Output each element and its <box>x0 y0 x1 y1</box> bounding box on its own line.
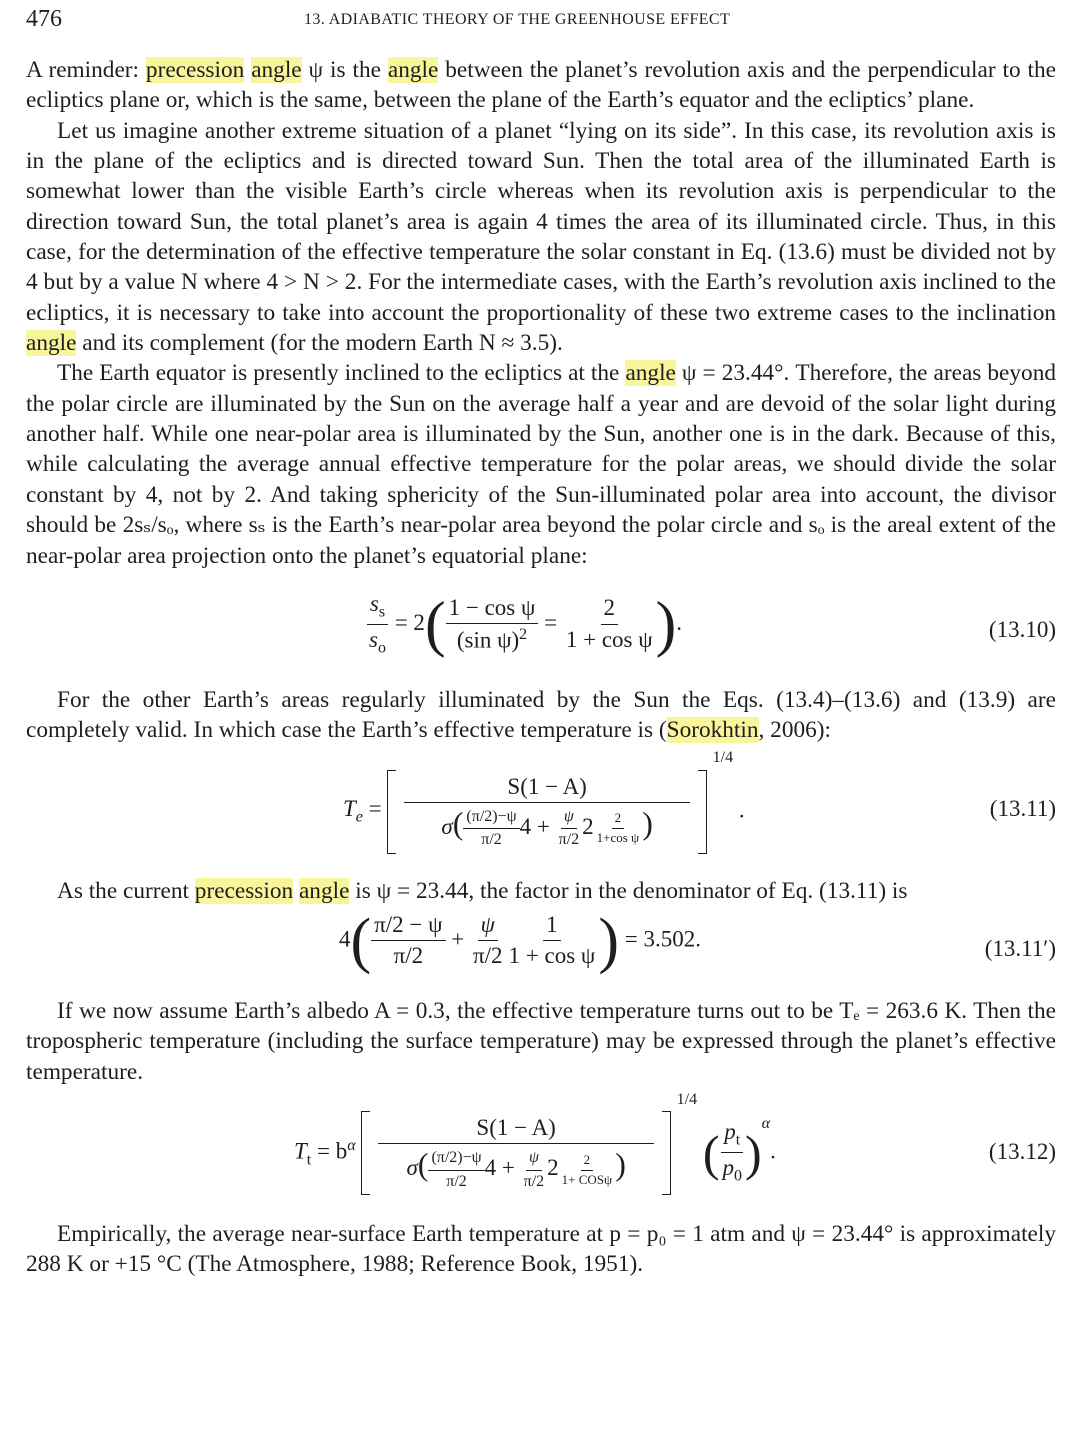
highlight-angle[interactable]: angle <box>251 57 302 83</box>
body-text <box>26 55 1056 1280</box>
highlight-sorokhtin[interactable]: Sorokhtin <box>666 717 759 744</box>
paragraph-6: If we now assume Earth’s albedo A = 0.3, the effective temperature turns out to be Tₑ = 263.6 K. Then the tropospheric temperature (including the surface temperature) may be expressed through the planet’s effective temperature. <box>26 997 1056 1085</box>
paragraph-3: The Earth equator is presently inclined to the ecliptics at the angle ψ = 23.44°. Therefore, the areas beyond the polar circle are illuminated by the Sun on the average half a year and are devoid of the solar light during another half. While one near-polar area is illuminated by the Sun, another one is in the dark. Because of this, while calculating the average annual effective temperature for the polar areas, we should divide the solar constant by 4, not by 2. And taking sphericity of the Sun-illuminated polar area into account, the divisor should be 2sₛ/sₒ, where sₛ is the Earth’s near-polar area beyond the polar circle and sₒ is the areal extent of the near-polar area projection onto the planet’s equatorial plane: <box>26 360 1056 569</box>
paragraph-4: For the other Earth’s areas regularly illuminated by the Sun the Eqs. (13.4)–(13.6) and (13.9) are completely valid. In which case the Earth’s effective temperature is (Sorokhtin, 2006): <box>26 686 1056 744</box>
highlight-precession[interactable]: precession <box>194 877 294 904</box>
paragraph-5: As the current precession angle is ψ = 23.44, the factor in the denominator of Eq. (13.11) is <box>57 877 908 904</box>
highlight-angle[interactable]: angle <box>26 330 77 357</box>
paragraph-1: A reminder: precession angle ψ is the angle between the planet’s revolution axis and the perpendicular to the ecliptics plane or, which is the same, between the plane of the Earth’s equator and the ecliptics’ plane. <box>26 57 1057 114</box>
equation-number: (13.12) <box>988 1138 1056 1164</box>
equation-13-11-prime: 4( $\frac{\pi/2 - \psi}{\pi/2}$ + $\frac{\psi}{\pi/2}$ $\frac{1}{\text{1 + cos ψ}}$ ) = 3.502. (13.11′) <box>339 906 1056 975</box>
equation-number: (13.10) <box>988 616 1056 642</box>
equation-13-11: $T_e$ = S(1 − A) σ( $\frac{(\pi/2)-\psi}{\pi/2}$ 4 + $\frac{\psi}{\pi/2}$ 2 $\frac{2}{\text{1+cos ψ}}$ ) $^{1/4}$ . (13.11) <box>26 760 1056 876</box>
highlight-precession[interactable]: precession <box>145 57 245 83</box>
highlight-angle[interactable]: angle <box>625 360 676 387</box>
equation-number: (13.11′) <box>984 935 1056 961</box>
highlight-angle[interactable]: angle <box>298 877 350 904</box>
running-header <box>26 6 1056 36</box>
equation-number: (13.11) <box>989 795 1056 821</box>
page-number: 476 <box>26 6 62 32</box>
equation-13-12: $T_t = b^\alpha$ S(1 − A) σ( $\frac{(\pi/2)-\psi}{\pi/2}$ 4 + $\frac{\psi}{\pi/2}$ 2 $\frac{2}{\text{1+ COSψ}}$ ) $^{1/4}$ ( $\frac{p_t}{p_0}$ )$^\alpha$. (13.12) <box>26 1101 1056 1219</box>
paragraph-2: Let us imagine another extreme situation of a planet “lying on its side”. In this case, its revolution axis is in the plane of the ecliptics and is directed toward Sun. Then the total area of the illuminated Earth is somewhat lower than the visible Earth’s circle whereas when its revolution axis is perpendicular to the direction toward Sun, the total planet’s area is again 4 times the area of its illuminated circle. Thus, in this case, for the determination of the effective temperature the solar constant in Eq. (13.6) must be divided not by 4 but by a value N where 4 > N > 2. For the intermediate cases, with the Earth’s revolution axis inclined to the ecliptics, it is necessary to take into account the proportionality of these two extreme cases to the inclination angle and its complement (for the modern Earth N ≈ 3.5). <box>26 117 1056 357</box>
paragraph-7: Empirically, the average near-surface Earth temperature at p = p₀ = 1 atm and ψ = 23.44° is approximately 288 K or +15 °C (The Atmosphere, 1988; Reference Book, 1951). <box>26 1220 1056 1278</box>
equation-13-10: $\frac{s_s}{s_o}$ = 2( $\frac{\text{1 − cos ψ}}{(\sin \psi)^2}$ = $\frac{2}{\text{1 + cos ψ}}$ ). (13.10) <box>26 587 1056 671</box>
running-head-title: 13. ADIABATIC THEORY OF THE GREENHOUSE EFFECT <box>304 11 731 28</box>
highlight-angle[interactable]: angle <box>387 57 439 83</box>
